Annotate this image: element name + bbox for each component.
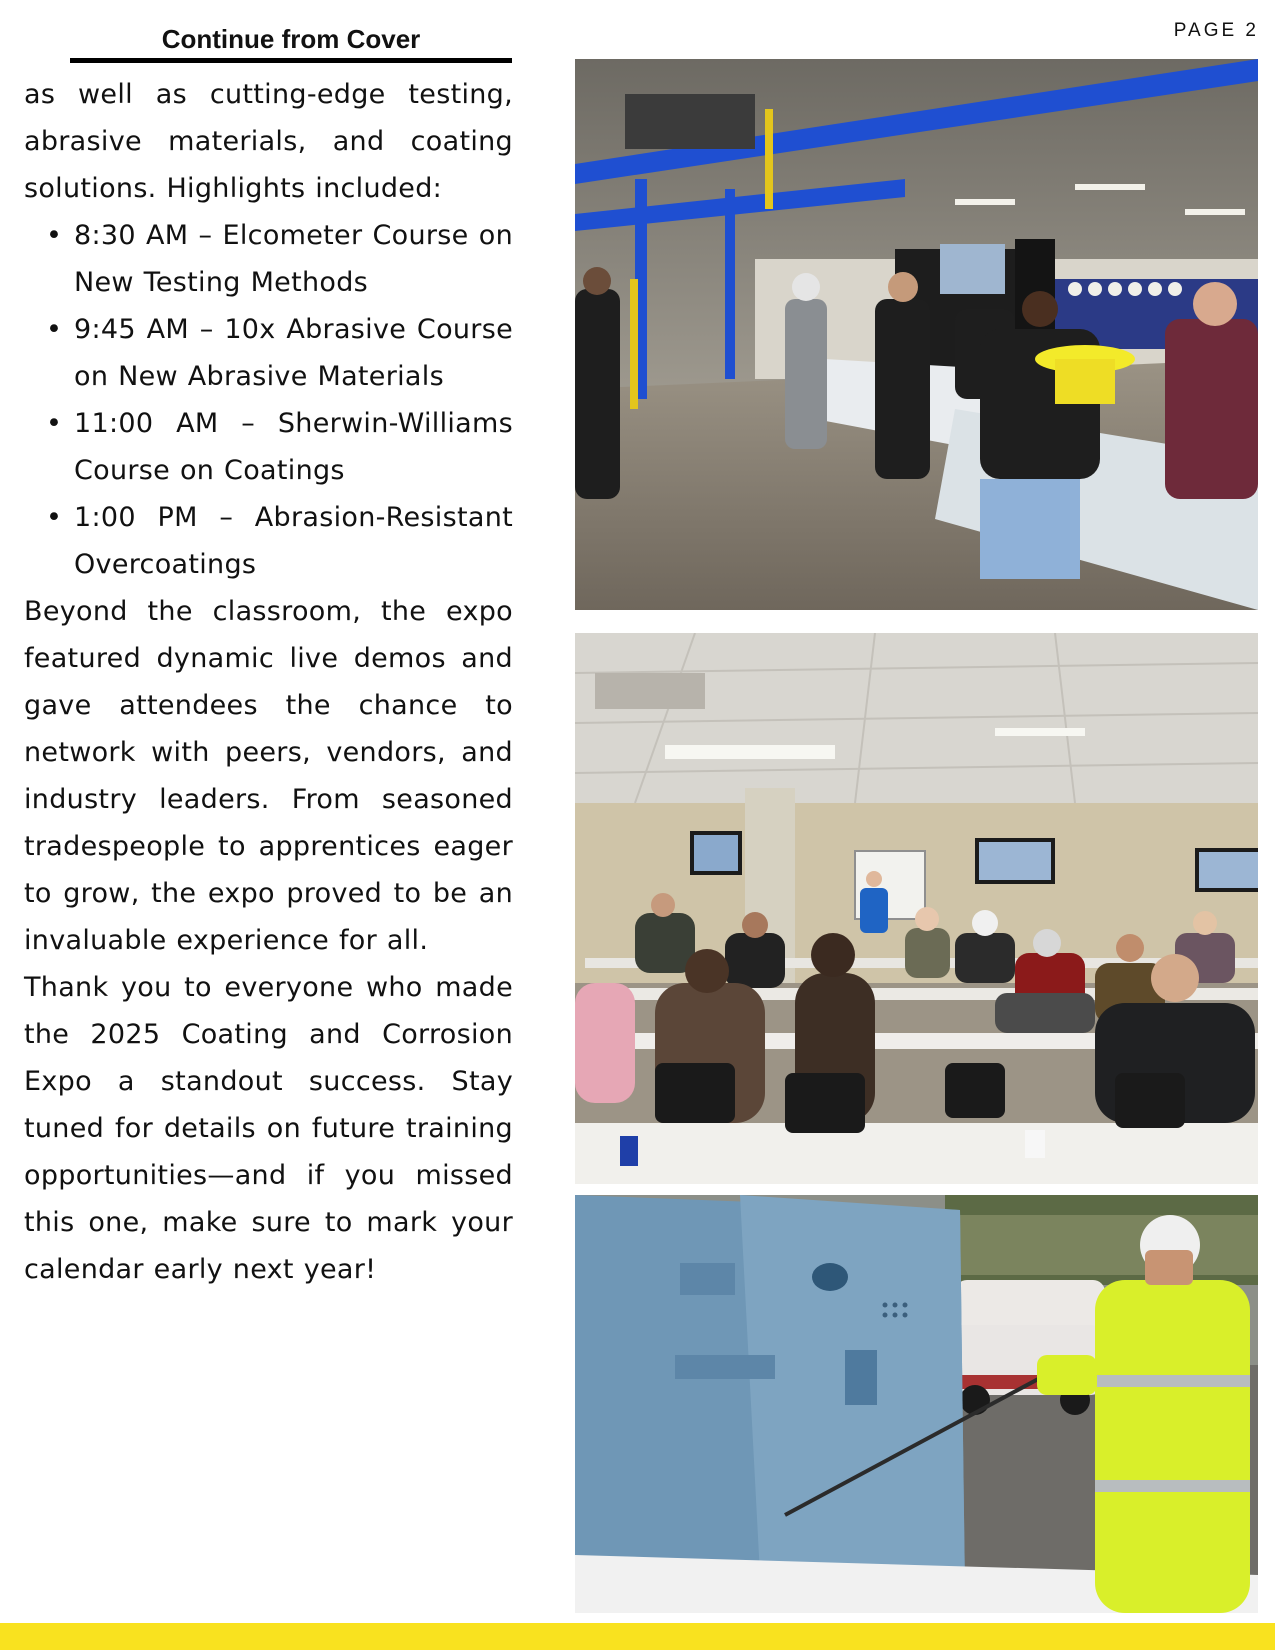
list-item (46, 400, 513, 494)
page-number: PAGE 2 (1173, 20, 1259, 41)
photo-expo-floor (575, 59, 1258, 610)
bullet-icon: • (46, 408, 63, 439)
list-item (46, 494, 513, 588)
schedule-list (24, 212, 513, 588)
bullet-icon: • (46, 314, 63, 345)
bullet-icon: • (46, 502, 63, 533)
bullet-icon: • (46, 220, 63, 251)
photo-classroom-session (575, 633, 1258, 1184)
list-item (46, 212, 513, 306)
paragraph-expo-demos: Beyond the classroom, the expo featured dynamic live demos and gave attendees the chance to network with peers, vendors, and industry leaders. From seasoned tradespeople to apprentices eager to grow, the expo proved to be an invaluable experience for all. (24, 596, 513, 956)
footer-accent-bar (0, 1623, 1275, 1650)
schedule-item-text: 8:30 AM – Elcometer Course on New Testing Methods (74, 220, 513, 298)
schedule-item-text: 1:00 PM – Abrasion-Resistant Overcoatings (74, 502, 513, 580)
schedule-item-text: 11:00 AM – Sherwin-Williams Course on Coatings (74, 408, 513, 486)
photo-live-demo (575, 1195, 1258, 1613)
section-heading: Continue from Cover (70, 20, 512, 63)
list-item (46, 306, 513, 400)
schedule-item-text: 9:45 AM – 10x Abrasive Course on New Abrasive Materials (74, 314, 513, 392)
paragraph-thank-you: Thank you to everyone who made the 2025 Coating and Corrosion Expo a standout success. Stay tuned for details on future training opportunities—and if you missed this one, make sure to mark your calendar early next year! (24, 972, 513, 1285)
intro-paragraph: as well as cutting-edge testing, abrasive materials, and coating solutions. Highlights included: (24, 79, 513, 204)
article-column (24, 20, 513, 1293)
